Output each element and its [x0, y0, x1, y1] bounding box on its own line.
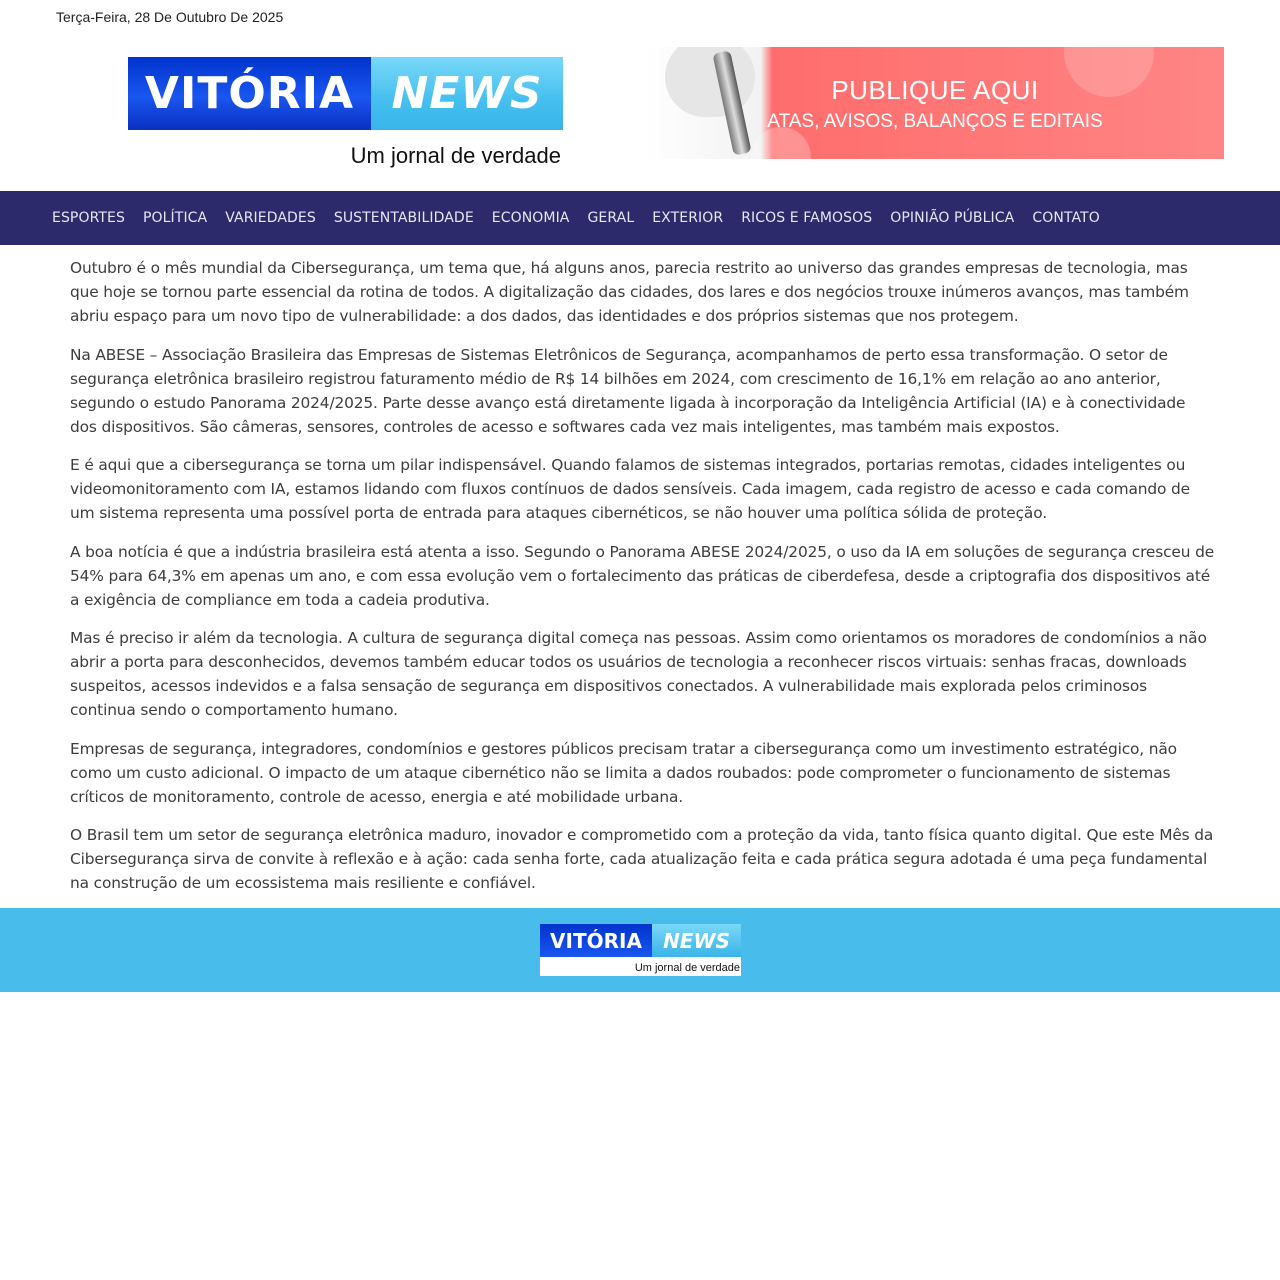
nav-item-contato[interactable]: CONTATO [1032, 210, 1100, 226]
footer-logo-left-block [540, 924, 652, 957]
footer [0, 908, 1280, 992]
article-paragraph: Outubro é o mês mundial da Cibersegurança, um tema que, há alguns anos, parecia restrito ao universo das grandes empresas de tecnologia, mas que hoje se tornou parte essencial da rotina de todos. A digitalização das cidades, dos lares e dos negócios trouxe inúmeros avanços, mas também abriu espaço para um novo tipo de vulnerabilidade: a dos dados, das identidades e dos próprios sistemas que nos protegem. [70, 259, 1189, 325]
logo-right-block [371, 57, 563, 130]
nav-item-variedades[interactable]: VARIEDADES [225, 210, 316, 226]
article-paragraph: Empresas de segurança, integradores, condomínios e gestores públicos precisam tratar a cibersegurança como um investimento estratégico, não como um custo adicional. O impacto de um ataque cibernético não se limita a dados roubados: pode comprometer o funcionamento de sistemas críticos de monitoramento, controle de acesso, energia e até mobilidade urbana. [70, 739, 1177, 806]
main-nav [0, 191, 1280, 245]
logo-word-vitoria: VITÓRIA [144, 68, 355, 119]
footer-logo-word-news: NEWS [663, 928, 730, 953]
nav-item-geral[interactable]: GERAL [587, 210, 635, 226]
header-date: Terça-Feira, 28 De Outubro De 2025 [56, 9, 284, 25]
article-paragraph: A boa notícia é que a indústria brasileira está atenta a isso. Segundo o Panorama ABESE 2024/2025, o uso da IA em soluções de segurança cresceu de 54% para 64,3% em apenas um ano, e com essa evolução vem o fortalecimento das práticas de ciberdefesa, desde a criptografia dos dispositivos até a exigência de compliance em toda a cadeia produtiva. [70, 542, 1215, 609]
footer-logo-word-vitoria: VITÓRIA [550, 928, 642, 953]
nav-item-esportes[interactable]: ESPORTES [52, 210, 125, 226]
article-body [70, 256, 1215, 910]
article-paragraph: O Brasil tem um setor de segurança eletrônica maduro, inovador e comprometido com a proteção da vida, tanto física quanto digital. Que este Mês da Cibersegurança sirva de convite à reflexão e à ação: cada senha forte, cada atualização feita e cada prática segura adotada é uma peça fundamental na construção de um ecossistema mais resiliente e confiável. [70, 826, 1214, 892]
ad-banner[interactable] [645, 47, 1224, 159]
nav-item-sustentabilidade[interactable]: SUSTENTABILIDADE [333, 210, 474, 226]
logo-word-news: NEWS [391, 68, 543, 119]
nav-item-opiniao-publica[interactable]: OPINIÃO PÚBLICA [890, 210, 1015, 226]
ad-title: PUBLIQUE AQUI [831, 75, 1039, 105]
ad-subtitle: ATAS, AVISOS, BALANÇOS E EDITAIS [767, 111, 1103, 132]
logo-left-block [128, 57, 371, 130]
site-logo[interactable] [128, 57, 563, 171]
nav-item-ricos-e-famosos[interactable]: RICOS E FAMOSOS [741, 210, 873, 226]
nav-item-economia[interactable]: ECONOMIA [491, 210, 570, 226]
article-paragraph: Mas é preciso ir além da tecnologia. A cultura de segurança digital começa nas pessoas. Assim como orientamos os moradores de condomínios a não abrir a porta para desconhecidos, devemos também educar todos os usuários de tecnologia a reconhecer riscos virtuais: senhas fracas, downloads suspeitos, acessos indevidos e a falsa sensação de segurança em dispositivos conectados. A vulnerabilidade mais explorada pelos criminosos continua sendo o comportamento humano. [70, 629, 1207, 719]
article-paragraph: E é aqui que a cibersegurança se torna um pilar indispensável. Quando falamos de sistemas integrados, portarias remotas, cidades inteligentes ou videomonitoramento com IA, estamos lidando com fluxos contínuos de dados sensíveis. Cada imagem, cada registro de acesso e cada comando de um sistema representa uma possível porta de entrada para ataques cibernéticos, se não houver uma política sólida de proteção. [70, 456, 1190, 522]
footer-logo-tagline: Um jornal de verdade [634, 962, 740, 974]
logo-bar [128, 57, 563, 130]
footer-logo-bar [540, 924, 741, 957]
article-paragraph: Na ABESE – Associação Brasileira das Empresas de Sistemas Eletrônicos de Segurança, acompanhamos de perto essa transformação. O setor de segurança eletrônica brasileiro registrou faturamento médio de R$ 14 bilhões em 2024, com crescimento de 16,1% em relação ao ano anterior, segundo o estudo Panorama 2024/2025. Parte desse avanço está diretamente ligada à incorporação da Inteligência Artificial (IA) e à conectividade dos dispositivos. São câmeras, sensores, controles de acesso e softwares cada vez mais inteligentes, mas também mais expostos. [70, 345, 1186, 436]
nav-item-exterior[interactable]: EXTERIOR [652, 210, 724, 226]
footer-logo-right-block [652, 924, 741, 957]
logo-tagline: Um jornal de verdade [350, 143, 561, 168]
footer-logo[interactable] [540, 924, 741, 976]
nav-item-politica[interactable]: POLÍTICA [143, 210, 208, 226]
